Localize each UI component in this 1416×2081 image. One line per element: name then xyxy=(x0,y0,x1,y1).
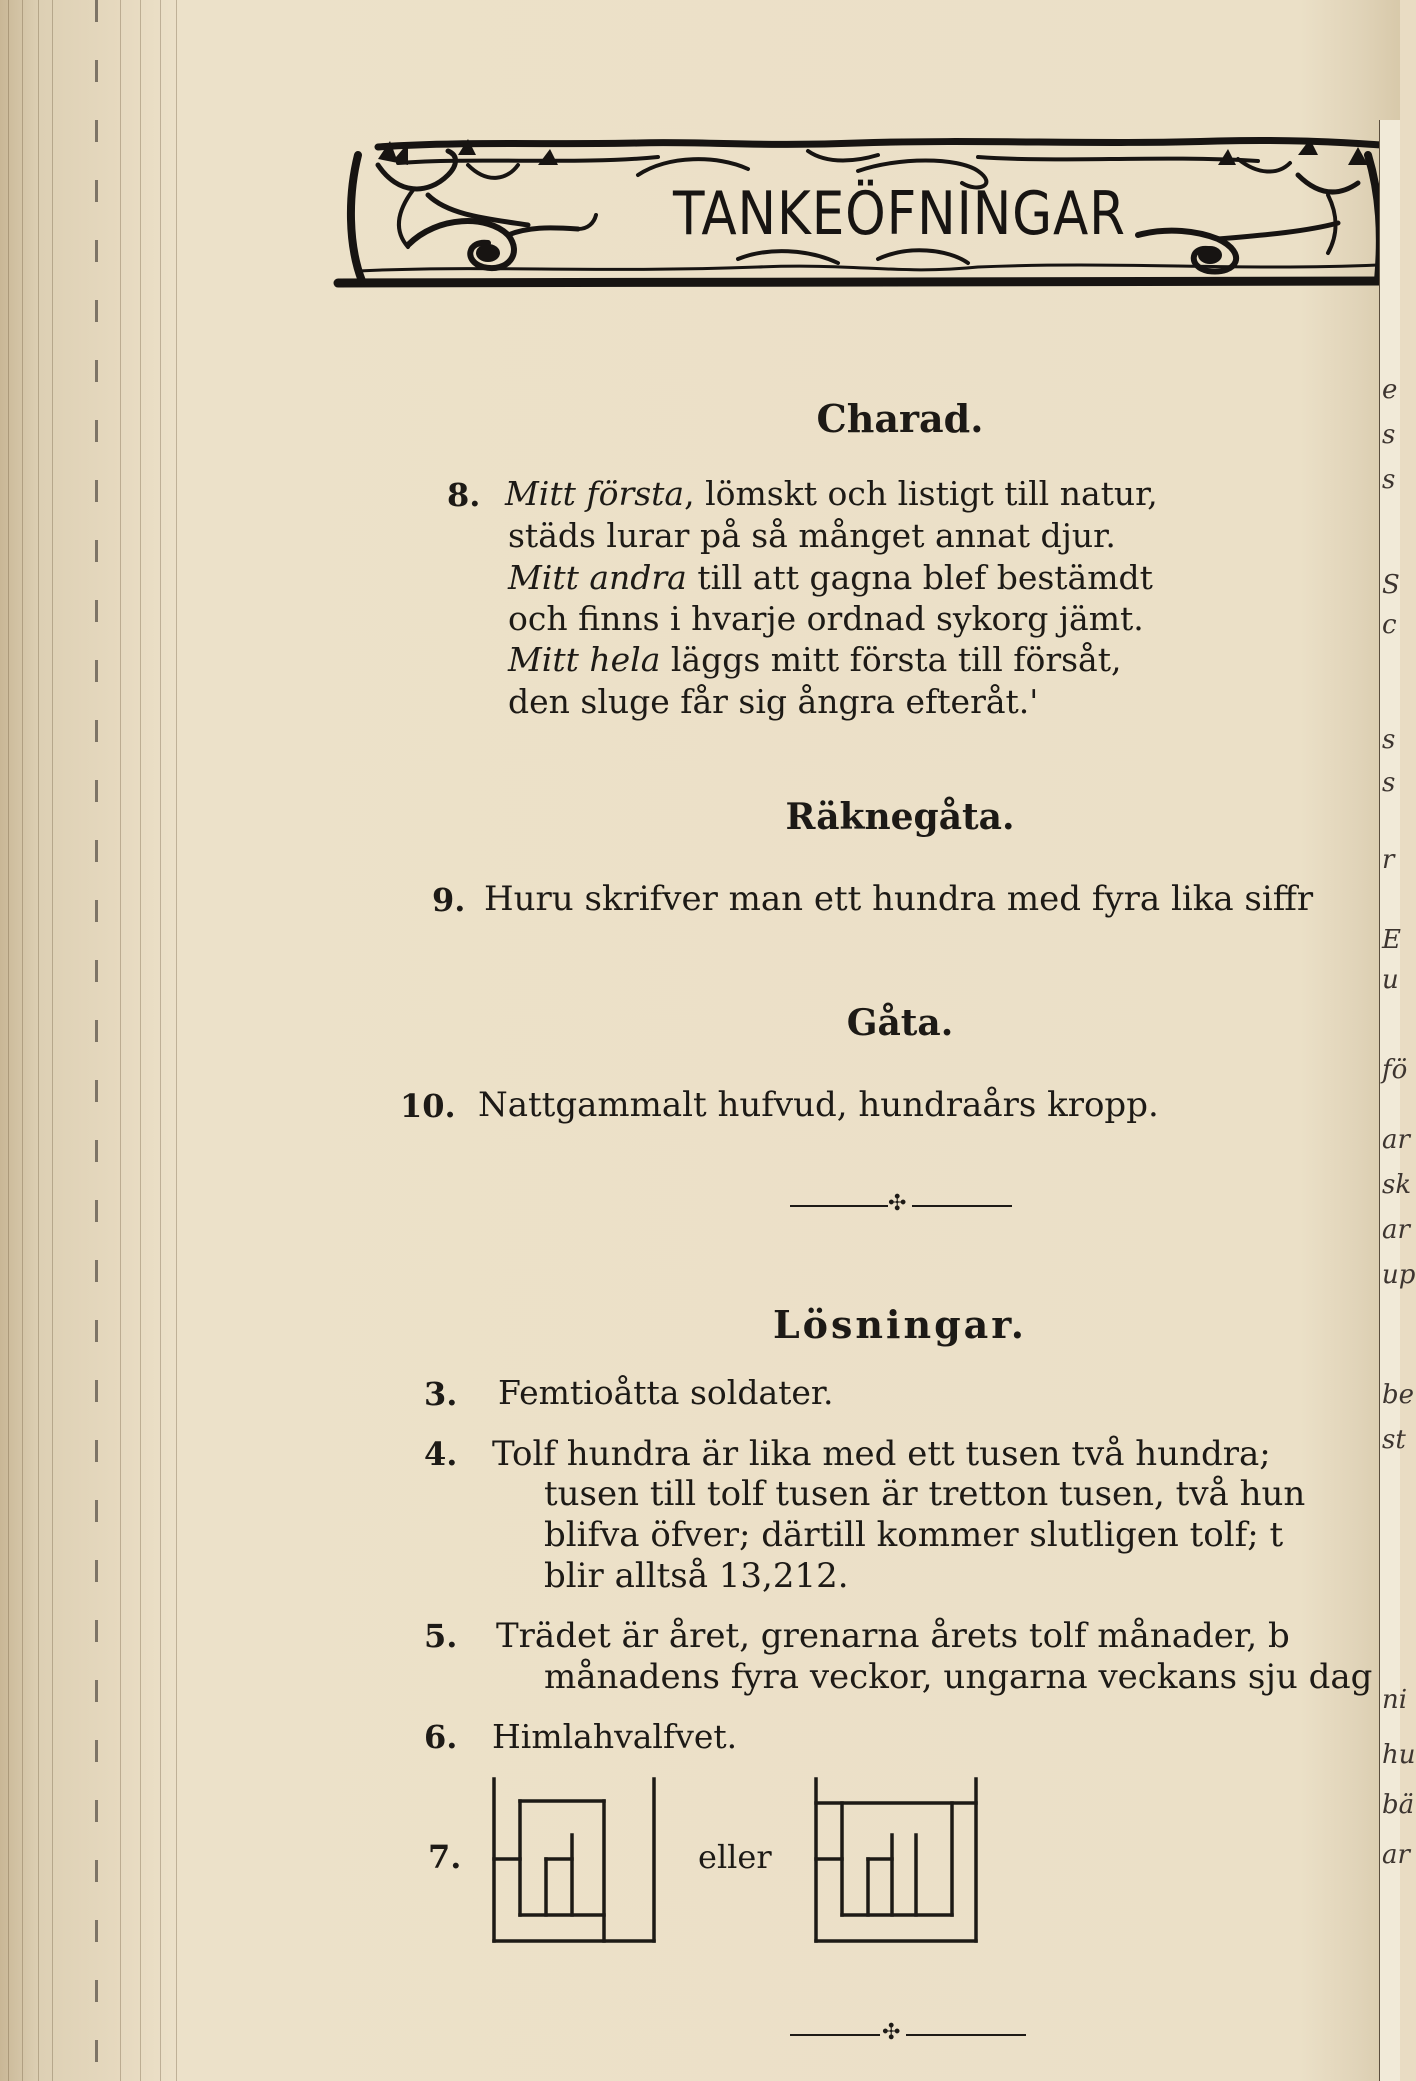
gata-text: Nattgammalt hufvud, hundraårs kropp. xyxy=(478,1085,1159,1125)
charad-line-1 xyxy=(505,474,1158,513)
solution-number-5: 5. xyxy=(424,1617,458,1655)
charad-line-2-text: städs lurar på så månget annat djur. xyxy=(508,516,1116,555)
solution-3-line-1: Femtioåtta soldater. xyxy=(498,1373,834,1412)
adjacent-fragment: S xyxy=(1382,570,1400,600)
charad-line-1-text: , lömskt och listigt till natur, xyxy=(684,474,1158,513)
adjacent-fragment: up xyxy=(1382,1260,1416,1290)
adjacent-page-edge xyxy=(1379,120,1416,2081)
heading-losningar: Lösningar. xyxy=(772,1302,1028,1347)
solution-6-line-1: Himlahvalfvet. xyxy=(492,1717,738,1756)
adjacent-fragment: ar xyxy=(1382,1840,1410,1870)
charad-line-6 xyxy=(508,682,1038,721)
charad-line-4 xyxy=(508,599,1144,638)
separator-rule-left xyxy=(790,1205,888,1207)
footer-ornament-icon: ✣ xyxy=(882,2020,901,2045)
adjacent-fragment: e xyxy=(1382,375,1398,405)
adjacent-fragment: hu xyxy=(1382,1740,1416,1770)
charad-line-5-italic: Mitt hela xyxy=(508,640,661,679)
banner-title: TANKEÖFNINGAR xyxy=(673,179,1126,249)
footer-rule-left xyxy=(790,2034,880,2036)
adjacent-fragment: sk xyxy=(1382,1170,1412,1200)
item-number-10: 10. xyxy=(400,1087,456,1125)
charad-line-3-italic: Mitt andra xyxy=(508,558,687,597)
adjacent-fragment: be xyxy=(1382,1380,1415,1410)
adjacent-fragment: st xyxy=(1382,1425,1406,1455)
solution-number-6: 6. xyxy=(424,1718,458,1756)
adjacent-fragment: ar xyxy=(1382,1125,1410,1155)
solution-number-3: 3. xyxy=(424,1375,458,1413)
charad-line-4-text: och finns i hvarje ordnad sykorg jämt. xyxy=(508,599,1144,638)
adjacent-fragment: bä xyxy=(1382,1790,1415,1820)
item-number-9: 9. xyxy=(432,881,466,919)
charad-line-3-text: till att gagna blef bestämdt xyxy=(686,558,1153,597)
charad-line-6-text: den sluge får sig ångra efteråt.' xyxy=(508,682,1039,721)
or-word: eller xyxy=(698,1838,772,1876)
heading-charad: Charad. xyxy=(816,396,984,441)
charad-line-2 xyxy=(508,516,1116,555)
adjacent-fragment: s xyxy=(1382,420,1396,450)
footer-rule-right xyxy=(906,2034,1026,2036)
adjacent-fragment: E xyxy=(1382,925,1401,955)
solution-7-diagram-b xyxy=(812,1775,982,1945)
adjacent-fragment: s xyxy=(1382,465,1396,495)
adjacent-fragment: s xyxy=(1382,725,1396,755)
charad-line-3 xyxy=(508,558,1153,597)
page-stack-edge xyxy=(0,0,190,2081)
heading-gata: Gåta. xyxy=(846,1002,954,1044)
charad-line-5-text: läggs mitt första till försåt, xyxy=(660,640,1122,679)
solution-4-line-1: Tolf hundra är lika med ett tusen två hundra; xyxy=(492,1434,1271,1474)
solution-5-line-2: månadens fyra veckor, ungarna veckans sju dag xyxy=(544,1657,1373,1697)
solution-4-line-4: blir alltså 13,212. xyxy=(544,1556,849,1596)
item-number-8: 8. xyxy=(447,476,481,514)
solution-4-line-3: blifva öfver; därtill kommer slutligen tolf; t xyxy=(544,1515,1284,1555)
charad-line-1-italic: Mitt första xyxy=(505,474,685,513)
charad-line-5 xyxy=(508,640,1121,679)
adjacent-fragment: c xyxy=(1382,610,1397,640)
adjacent-fragment: s xyxy=(1382,768,1396,798)
separator-rule-right xyxy=(912,1205,1012,1207)
adjacent-fragment: ar xyxy=(1382,1215,1410,1245)
ornamental-header-banner xyxy=(338,135,1388,295)
solution-4-line-2: tusen till tolf tusen är tretton tusen, två hun xyxy=(544,1474,1306,1514)
adjacent-fragment: u xyxy=(1382,965,1399,995)
solution-number-7: 7. xyxy=(428,1838,462,1876)
adjacent-fragment: r xyxy=(1382,845,1395,875)
adjacent-fragment: fö xyxy=(1382,1055,1408,1085)
solution-7-diagram-a xyxy=(490,1775,660,1945)
separator-ornament-icon: ✣ xyxy=(888,1191,907,1216)
adjacent-fragment: ni xyxy=(1382,1685,1408,1715)
solution-5-line-1: Trädet är året, grenarna årets tolf månader, b xyxy=(496,1616,1290,1656)
solution-number-4: 4. xyxy=(424,1435,458,1473)
heading-raknegata: Räknegåta. xyxy=(785,796,1015,838)
raknegata-text: Huru skrifver man ett hundra med fyra lika siffr xyxy=(484,879,1314,919)
